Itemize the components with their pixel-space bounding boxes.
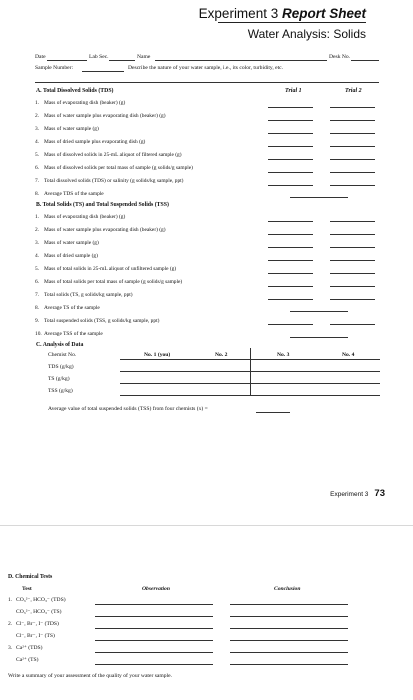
- a-row-8: 8. Average TDS of the sample: [35, 191, 104, 197]
- a6-trial1[interactable]: [268, 172, 313, 173]
- section-b-title: B. Total Solids (TS) and Total Suspended Solids (TSS): [36, 202, 169, 208]
- a5-trial2[interactable]: [330, 159, 375, 160]
- test-header: Test: [22, 586, 32, 592]
- d-row-5: 3. Ca²⁺ (TDS): [8, 645, 43, 651]
- lab-sec-field[interactable]: [109, 60, 135, 61]
- a1-trial1[interactable]: [268, 107, 313, 108]
- b2-trial1[interactable]: [268, 234, 313, 235]
- sample-number-field[interactable]: [82, 71, 124, 72]
- a3-trial1[interactable]: [268, 133, 313, 134]
- b3-trial2[interactable]: [330, 247, 375, 248]
- report-subtitle: Water Analysis: Solids: [247, 27, 366, 41]
- a2-trial1[interactable]: [268, 120, 313, 121]
- b-row-4: 4. Mass of dried sample (g): [35, 253, 98, 259]
- date-label: Date: [35, 54, 46, 60]
- a-row-2: 2. Mass of water sample plus evaporating dish (beaker) (g): [35, 113, 166, 119]
- c-row-ts: TS (g/kg): [48, 376, 70, 382]
- summary-prompt: Write a summary of your assessment of the quality of your water sample.: [8, 673, 172, 679]
- describe-label: Describe the nature of your water sample, i.e., its color, turbidity, etc.: [128, 65, 284, 71]
- a-row-4: 4. Mass of dried sample plus evaporating dish (g): [35, 139, 146, 145]
- b-row-10: 10. Average TSS of the sample: [35, 331, 103, 337]
- d3-observation[interactable]: [95, 628, 213, 629]
- desk-no-field[interactable]: [351, 60, 379, 61]
- d-row-6: Ca²⁺ (TS): [16, 657, 39, 663]
- observation-header: Observation: [142, 586, 170, 592]
- d6-observation[interactable]: [95, 664, 213, 665]
- b6-trial2[interactable]: [330, 286, 375, 287]
- a8-average[interactable]: [290, 197, 348, 198]
- d1-conclusion[interactable]: [230, 604, 348, 605]
- desk-no-label: Desk No.: [329, 54, 351, 60]
- d1-observation[interactable]: [95, 604, 213, 605]
- sample-number-label: Sample Number:: [35, 65, 74, 71]
- a7-trial1[interactable]: [268, 185, 313, 186]
- b5-trial1[interactable]: [268, 273, 313, 274]
- a4-trial2[interactable]: [330, 146, 375, 147]
- a4-trial1[interactable]: [268, 146, 313, 147]
- a1-trial2[interactable]: [330, 107, 375, 108]
- a3-trial2[interactable]: [330, 133, 375, 134]
- b7-trial2[interactable]: [330, 299, 375, 300]
- b2-trial2[interactable]: [330, 234, 375, 235]
- b8-average[interactable]: [290, 311, 348, 312]
- a6-trial2[interactable]: [330, 172, 375, 173]
- a-row-7: 7. Total dissolved solids (TDS) or salinity (g solids/kg sample, ppt): [35, 178, 184, 184]
- d-row-3: 2. Cl⁻, Br⁻, I⁻ (TDS): [8, 621, 59, 627]
- c-table-divider: [250, 348, 251, 396]
- chemist-no-label: Chemist No.: [48, 352, 77, 358]
- d6-conclusion[interactable]: [230, 664, 348, 665]
- chemist-col-3: No. 3: [277, 352, 290, 358]
- b10-average[interactable]: [290, 337, 348, 338]
- b-row-5: 5. Mass of total solids in 25-mL aliquot of unfiltered sample (g): [35, 266, 177, 272]
- a5-trial1[interactable]: [268, 159, 313, 160]
- d2-observation[interactable]: [95, 616, 213, 617]
- b-row-7: 7. Total solids (TS, g solids/kg sample, ppt): [35, 292, 133, 298]
- d5-observation[interactable]: [95, 652, 213, 653]
- section-d-title: D. Chemical Tests: [8, 574, 53, 580]
- report-title-prefix: Experiment 3: [198, 6, 279, 21]
- b3-trial1[interactable]: [268, 247, 313, 248]
- c-row-tds: TDS (g/kg): [48, 364, 74, 370]
- page-number: 73: [374, 488, 385, 499]
- b7-trial1[interactable]: [268, 299, 313, 300]
- d4-conclusion[interactable]: [230, 640, 348, 641]
- name-label: Name: [137, 54, 151, 60]
- b1-trial2[interactable]: [330, 221, 375, 222]
- page-footer: [330, 488, 385, 499]
- describe-line[interactable]: [35, 82, 379, 83]
- chemist-col-2: No. 2: [215, 352, 228, 358]
- b6-trial1[interactable]: [268, 286, 313, 287]
- section-c-title: C. Analysis of Data: [36, 342, 84, 348]
- b4-trial1[interactable]: [268, 260, 313, 261]
- trial-1-header: Trial 1: [285, 88, 302, 94]
- title-rule: [218, 22, 366, 23]
- tss-average-label: Average value of total suspended solids (TSS) from four chemists (x) =: [48, 406, 208, 412]
- a-row-3: 3. Mass of water sample (g): [35, 126, 99, 132]
- b-row-3: 3. Mass of water sample (g): [35, 240, 99, 246]
- d-row-4: Cl⁻, Br⁻, I⁻ (TS): [16, 633, 55, 639]
- page-divider: [0, 525, 413, 526]
- d4-observation[interactable]: [95, 640, 213, 641]
- report-title-suffix: Report Sheet: [281, 6, 366, 21]
- b-row-1: 1. Mass of evaporating dish (beaker) (g): [35, 214, 126, 220]
- conclusion-header: Conclusion: [274, 586, 301, 592]
- b9-trial2[interactable]: [330, 324, 375, 325]
- b-row-8: 8. Average TS of the sample: [35, 305, 100, 311]
- section-a-title: A. Total Dissolved Solids (TDS): [36, 88, 114, 94]
- c-row-tss: TSS (g/kg): [48, 388, 73, 394]
- chemist-col-1: No. 1 (you): [144, 352, 171, 358]
- d3-conclusion[interactable]: [230, 628, 348, 629]
- chemist-col-4: No. 4: [342, 352, 355, 358]
- d5-conclusion[interactable]: [230, 652, 348, 653]
- b5-trial2[interactable]: [330, 273, 375, 274]
- a2-trial2[interactable]: [330, 120, 375, 121]
- b-row-9: 9. Total suspended solids (TSS, g solids/kg sample, ppt): [35, 318, 160, 324]
- trial-2-header: Trial 2: [345, 88, 362, 94]
- b-row-2: 2. Mass of water sample plus evaporating dish (beaker) (g): [35, 227, 166, 233]
- a-row-6: 6. Mass of dissolved solids per total mass of sample (g solids/g sample): [35, 165, 193, 171]
- b9-trial1[interactable]: [268, 324, 313, 325]
- lab-sec-label: Lab Sec.: [89, 54, 109, 60]
- name-field[interactable]: [155, 60, 327, 61]
- footer-label: Experiment 3: [330, 491, 369, 498]
- d-row-1: 1. CO₃²⁻, HCO₃⁻ (TDS): [8, 597, 66, 603]
- d-row-2: CO₃²⁻, HCO₃⁻ (TS): [16, 609, 62, 615]
- tss-average-field[interactable]: [256, 412, 290, 413]
- date-field[interactable]: [47, 60, 87, 61]
- a-row-1: 1. Mass of evaporating dish (beaker) (g): [35, 100, 126, 106]
- a-row-5: 5. Mass of dissolved solids in 25-mL aliquot of filtered sample (g): [35, 152, 182, 158]
- b1-trial1[interactable]: [268, 221, 313, 222]
- d2-conclusion[interactable]: [230, 616, 348, 617]
- b-row-6: 6. Mass of total solids per total mass of sample (g solids/g sample): [35, 279, 183, 285]
- report-title: [199, 6, 366, 21]
- b4-trial2[interactable]: [330, 260, 375, 261]
- a7-trial2[interactable]: [330, 185, 375, 186]
